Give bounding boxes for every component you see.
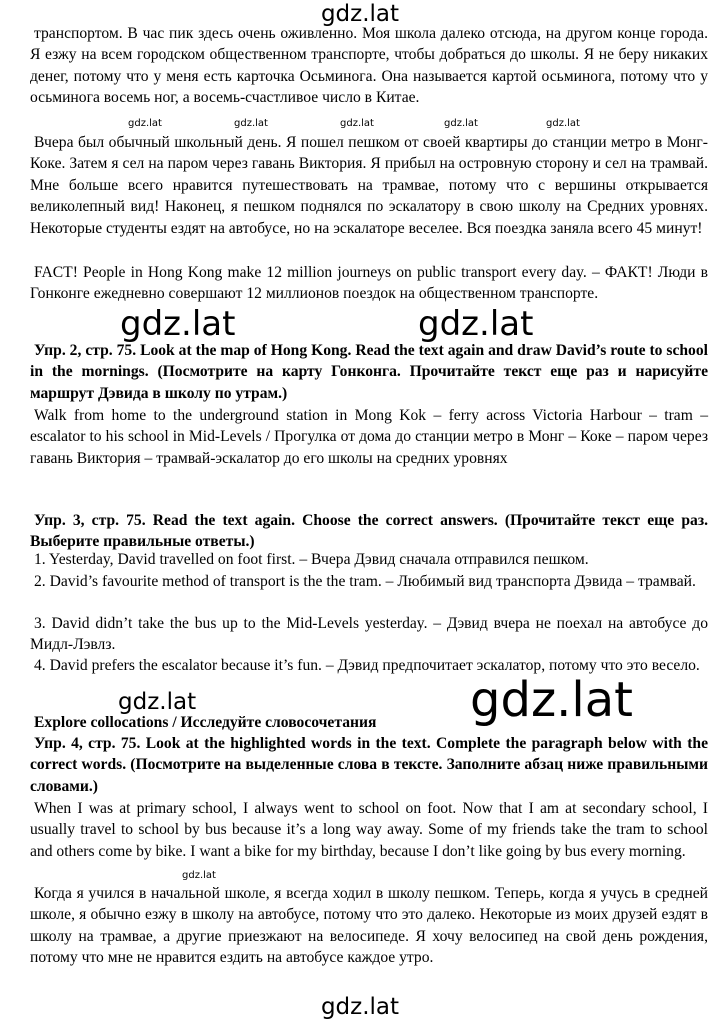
watermark-small-5: gdz.lat (546, 118, 580, 129)
watermark-small-2: gdz.lat (234, 118, 268, 129)
watermark-small-1: gdz.lat (128, 118, 162, 129)
exercise-4-russian: Когда я учился в начальной школе, я всегда ходил в школу пешком. Теперь, когда я учусь в средней школе, я обычно езжу в школу на автобусе, потому что это далеко. Некоторые из моих друзей ездят в школу на трамвае, а другие приезжают на велосипеде. Я хочу велосипед на свой день рождения, потому что мне не нравится ездить на автобусе каждое утро. (30, 885, 708, 967)
watermark-top: gdz.lat (320, 1, 400, 27)
watermark-bottom: gdz.lat (320, 994, 400, 1020)
exercise-4-heading: Упр. 4, стр. 75. Look at the highlighted words in the text. Complete the paragraph below with the correct words. (Посмотрите на выделенные слова в тексте. Заполните абзац ниже правильными словами.) (30, 735, 708, 795)
exercise-3-item-1: 1. Yesterday, David travelled on foot first. – Вчера Дэвид сначала отправился пешком. (34, 551, 589, 568)
exercise-3-item-2: 2. David’s favourite method of transport is the the tram. – Любимый вид транспорта Дэвида – трамвай. (34, 573, 696, 590)
watermark-ex3-big: gdz.lat (470, 672, 633, 728)
watermark-small-4: gdz.lat (444, 118, 478, 129)
collocations-heading: Explore collocations / Исследуйте словосочетания (34, 714, 377, 731)
paragraph-fact: FACT! People in Hong Kong make 12 million journeys on public transport every day. – ФАКТ! Люди в Гонконге ежедневно совершают 12 миллионов поездок на общественном транспорте. (30, 264, 708, 303)
watermark-ex4-small: gdz.lat (182, 870, 216, 881)
exercise-2-answer: Walk from home to the underground station in Mong Kok – ferry across Victoria Harbour – tram – escalator to his school in Mid-Levels / Прогулка от дома до станции метро в Монг – Коке – паром через гавань Виктория – трамвай-эскалатор до его школы на средних уровнях (30, 407, 708, 467)
exercise-3-item-4: 4. David prefers the escalator because it’s fun. – Дэвид предпочитает эскалатор, потому что это весело. (34, 657, 700, 674)
exercise-3-item-3: 3. David didn’t take the bus up to the Mid-Levels yesterday. – Дэвид вчера не поехал на автобусе до Мидл-Лэвлз. (30, 615, 708, 654)
exercise-2-heading: Упр. 2, стр. 75. Look at the map of Hong Kong. Read the text again and draw David’s route to school in the mornings. (Посмотрите на карту Гонконга. Прочитайте текст еще раз и нарисуйте маршрут Дэвида в школу по утрам.) (30, 342, 708, 402)
watermark-mid-left: gdz.lat (120, 304, 236, 344)
exercise-4-english: When I was at primary school, I always went to school on foot. Now that I am at secondary school, I usually travel to school by bus because it’s a long way away. Some of my friends take the tram to school and others come by bike. I want a bike for my birthday, because I don’t like going by bus every morning. (30, 800, 708, 860)
exercise-3-heading: Упр. 3, стр. 75. Read the text again. Choose the correct answers. (Прочитайте текст еще раз. Выберите правильные ответы.) (30, 512, 708, 551)
paragraph-school-day: Вчера был обычный школьный день. Я пошел пешком от своей квартиры до станции метро в Монг-Коке. Затем я сел на паром через гавань Виктория. Я прибыл на островную сторону и сел на трамвай. Мне больше всего нравится путешествовать на трамвае, потому что с вершины открывается великолепный вид! Наконец, я пешком поднялся по эскалатору в свою школу на Средних уровнях. Некоторые студенты ездят на автобусе, но на эскалаторе веселее. Вся поездка заняла всего 45 минут! (30, 134, 708, 237)
watermark-ex3-left: gdz.lat (118, 689, 197, 715)
paragraph-intro-continued: транспортом. В час пик здесь очень оживленно. Моя школа далеко отсюда, на другом конце города. Я езжу на всем городском общественном транспорте, чтобы добраться до школы. Я не беру никаких денег, потому что у меня есть карточка Осьминога. Она называется картой осьминога, потому что у осьминога восемь ног, а восемь-счастливое число в Китае. (30, 25, 708, 107)
watermark-mid-right: gdz.lat (418, 304, 534, 344)
watermark-small-3: gdz.lat (340, 118, 374, 129)
